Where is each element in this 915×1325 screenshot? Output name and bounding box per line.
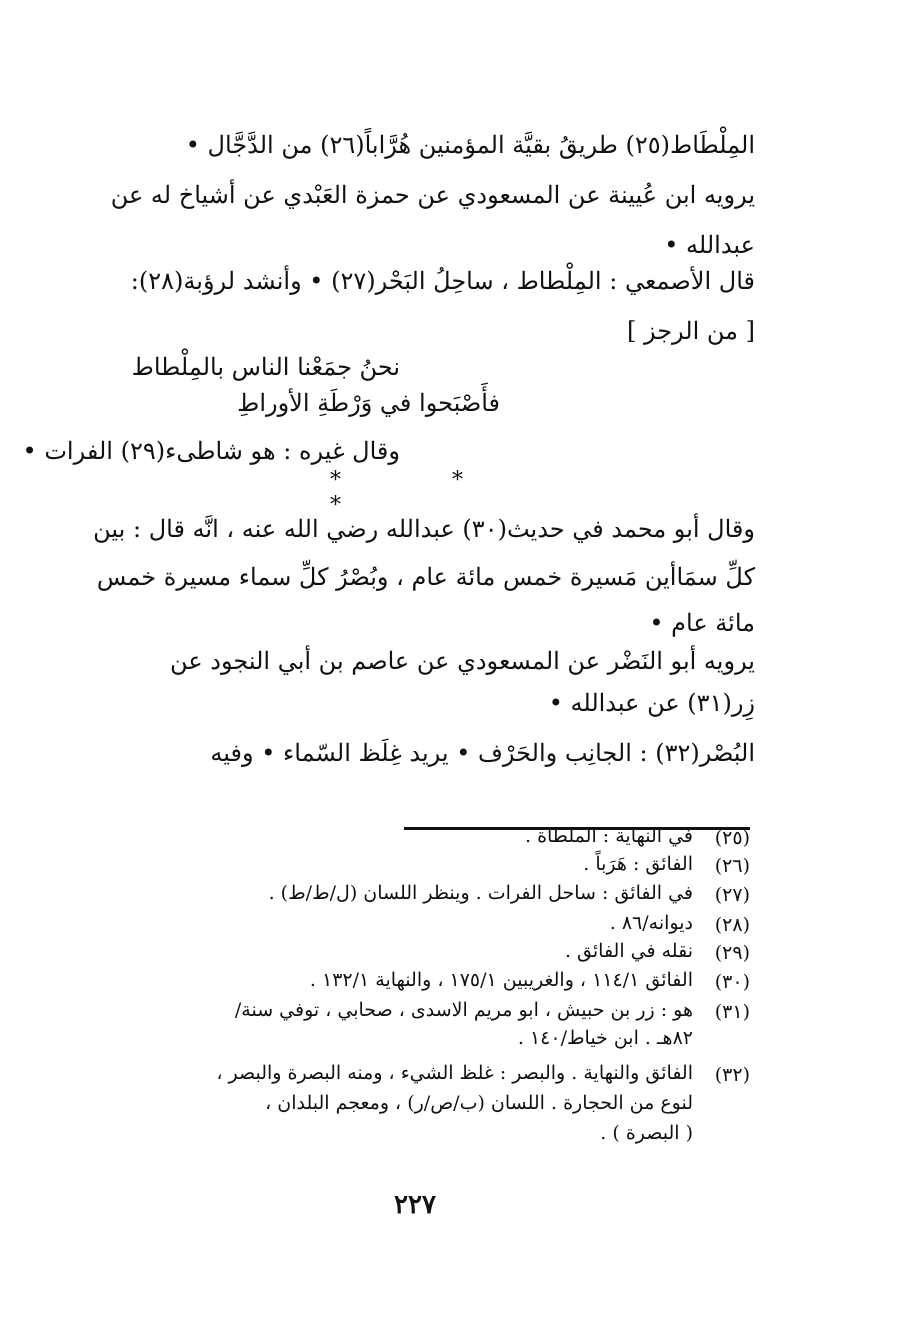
body-line-2: يرويه ابن عُيينة عن المسعودي عن حمزة العَبْدي عن أشياخ له عن bbox=[110, 181, 755, 209]
footnote-text: هو : زر بن حبيش ، ابو مريم الاسدى ، صحابي ، توفي سنة/ bbox=[234, 999, 693, 1021]
body-line-11: مائة عام • bbox=[649, 609, 755, 637]
footnote-number: (٢٥) bbox=[714, 827, 750, 849]
body-line-10: كلِّ سمَاأين مَسيرة خمس مائة عام ، وبُصْرُ كلِّ سماء مسيرة خمس bbox=[96, 563, 755, 591]
body-line-14: البُصْر(٣٢) : الجانِب والحَرْف • يريد غِلَظ السّماء • وفيه bbox=[210, 739, 755, 767]
footnote-number: (٢٩) bbox=[714, 942, 750, 964]
verse-line-1: نحنُ جمَعْنا الناس بالمِلْطاط bbox=[131, 353, 400, 381]
body-line-13: زِر(٣١) عن عبدالله • bbox=[548, 689, 755, 717]
footnote-text: ٨٢هـ . ابن خياط/١٤٠ . bbox=[517, 1027, 693, 1049]
footnote-text: ديوانه/٨٦ . bbox=[609, 912, 693, 934]
footnote-number: (٣١) bbox=[714, 1001, 750, 1023]
body-line-4: قال الأصمعي : المِلْطاط ، ساحِلُ البَحْر(٢٧) • وأنشد لرؤبة(٢٨): bbox=[130, 267, 755, 295]
footnote-text: نقله في الفائق . bbox=[564, 940, 693, 962]
footnote-text: الفائق ١١٤/١ ، والغريبين ١٧٥/١ ، والنهاية ١٣٢/١ . bbox=[309, 969, 693, 991]
footnote-text: في النهاية : الملطاة . bbox=[524, 825, 693, 847]
footnote-number: (٢٨) bbox=[714, 914, 750, 936]
verse-line-2: فأَصْبَحوا في وَرْطَةِ الأوراطِ bbox=[237, 389, 500, 417]
footnote-text: ( البصرة ) . bbox=[600, 1122, 693, 1144]
footnote-number: (٢٦) bbox=[714, 855, 750, 877]
footnote-number: (٣٠) bbox=[714, 971, 750, 993]
footnote-text: الفائق : هَرَباً . bbox=[583, 853, 693, 875]
body-line-8: وقال غيره : هو شاطىء(٢٩) الفرات • bbox=[22, 437, 400, 465]
body-line-3: عبدالله • bbox=[664, 231, 755, 259]
page-number: ٢٢٧ bbox=[394, 1190, 436, 1220]
section-divider-stars: * * * bbox=[330, 468, 515, 518]
body-line-9: وقال أبو محمد في حديث(٣٠) عبدالله رضي الله عنه ، انَّه قال : بين bbox=[93, 515, 755, 543]
body-line-5: [ من الرجز ] bbox=[626, 317, 755, 345]
footnote-number: (٢٧) bbox=[714, 884, 750, 906]
body-line-12: يرويه أبو النَضْر عن المسعودي عن عاصم بن أبي النجود عن bbox=[170, 647, 755, 675]
body-line-1: المِلْطَاط(٢٥) طريقُ بقيَّة المؤمنين هُرَّاباً(٢٦) من الدَّجَّال • bbox=[185, 131, 755, 159]
footnote-number: (٣٢) bbox=[714, 1064, 750, 1086]
footnote-text: لنوع من الحجارة . اللسان (ب/ص/ر) ، ومعجم البلدان ، bbox=[265, 1092, 693, 1114]
footnote-text: في الفائق : ساحل الفرات . وينظر اللسان (ل/ط/ط) . bbox=[268, 882, 693, 904]
footnote-text: الفائق والنهاية . والبصر : غلظ الشيء ، ومنه البصرة والبصر ، bbox=[216, 1062, 693, 1084]
